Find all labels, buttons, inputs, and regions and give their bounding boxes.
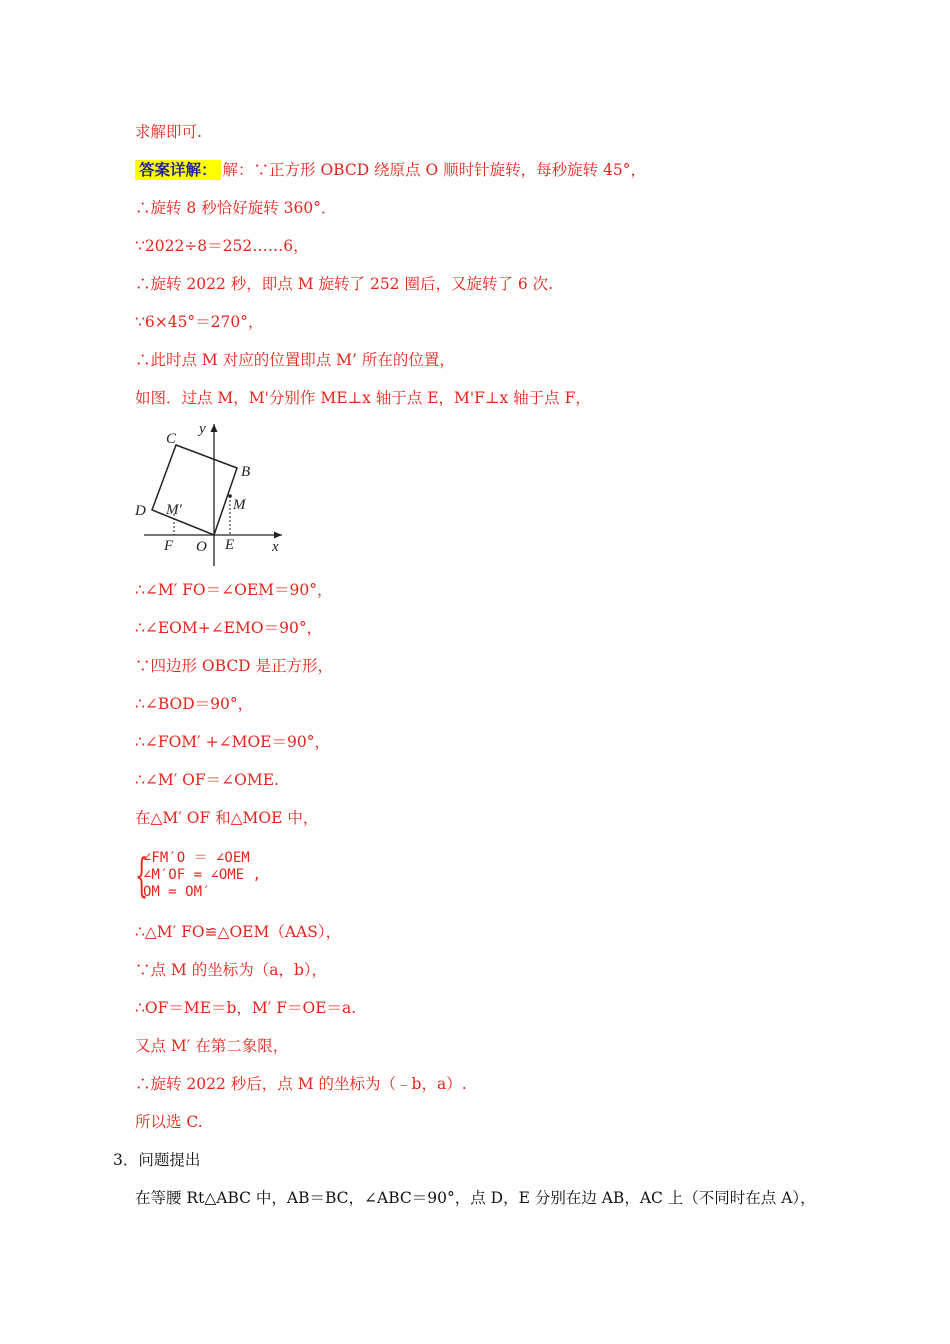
label-x: x	[272, 539, 279, 555]
x-axis-arrow	[274, 532, 282, 539]
text-line: ∴∠FOM′ +∠MOE＝90°，	[135, 733, 330, 751]
text-line	[135, 160, 646, 180]
text-line: ∴旋转 8 秒恰好旋转 360°．	[135, 199, 337, 217]
text-line: ∴旋转 2022 秒，即点 M 旋转了 252 圈后，又旋转了 6 次.	[135, 275, 554, 293]
system-row: ∠M′OF = ∠OME ,	[143, 867, 262, 883]
label-f: F	[164, 538, 174, 554]
label-o: O	[196, 539, 207, 555]
text-line: ∴∠M′ FO＝∠OEM＝90°，	[135, 581, 333, 599]
label-b: B	[241, 464, 251, 480]
system-row: OM = OM′	[143, 884, 211, 900]
text-line: ∴∠M′ OF＝∠OME.	[135, 771, 279, 789]
text-line: ∴OF＝ME＝b，M′ F＝OE＝a.	[135, 999, 357, 1017]
text-line-content: 解：∵正方形 OBCD 绕原点 O 顺时针旋转，每秒旋转 45°，	[222, 161, 647, 179]
text-line: ∴△M′ FO≌△OEM（AAS），	[135, 923, 342, 941]
coordinate-figure	[132, 418, 292, 568]
text-line: ∴旋转 2022 秒后，点 M 的坐标为（﹣b，a）.	[135, 1075, 467, 1093]
equation-system	[135, 850, 261, 901]
text-line: 所以选 C.	[135, 1113, 203, 1131]
text-line: 求解即可.	[135, 123, 202, 141]
system-row: ∠FM′O ＝ ∠OEM	[143, 850, 250, 866]
question-text: 在等腰 Rt△ABC 中，AB＝BC，∠ABC＝90°，点 D，E 分别在边 AB，AC 上（不同时在点 A），	[135, 1189, 816, 1207]
label-m: M	[233, 497, 246, 513]
label-y: y	[199, 421, 206, 437]
text-line: ∴∠EOM+∠EMO＝90°，	[135, 619, 323, 637]
question-title: 3．问题提出	[113, 1151, 201, 1169]
text-line: ∵四边形 OBCD 是正方形，	[135, 657, 334, 675]
text-line: ∵点 M 的坐标为（a，b），	[135, 961, 328, 979]
text-line: 如图．过点 M，M'分别作 ME⊥x 轴于点 E，M'F⊥x 轴于点 F，	[135, 389, 591, 407]
text-line: ∵2022÷8＝252……6，	[135, 237, 309, 255]
text-line: 在△M′ OF 和△MOE 中，	[135, 809, 319, 827]
label-d: D	[135, 503, 146, 519]
text-line: ∵6×45°＝270°，	[135, 313, 264, 331]
text-line: ∴∠BOD＝90°，	[135, 695, 254, 713]
square-obcd	[152, 445, 237, 535]
label-c: C	[166, 431, 177, 447]
label-e: E	[225, 537, 235, 553]
text-line: ∴此时点 M 对应的位置即点 M’ 所在的位置，	[135, 351, 455, 369]
label-m-prime: M′	[166, 502, 182, 518]
y-axis-arrow	[211, 424, 218, 432]
text-line: 又点 M′ 在第二象限，	[135, 1037, 289, 1055]
point-m	[228, 494, 232, 498]
answer-badge: 答案详解：	[135, 160, 221, 180]
brace-symbol: {	[135, 848, 149, 902]
